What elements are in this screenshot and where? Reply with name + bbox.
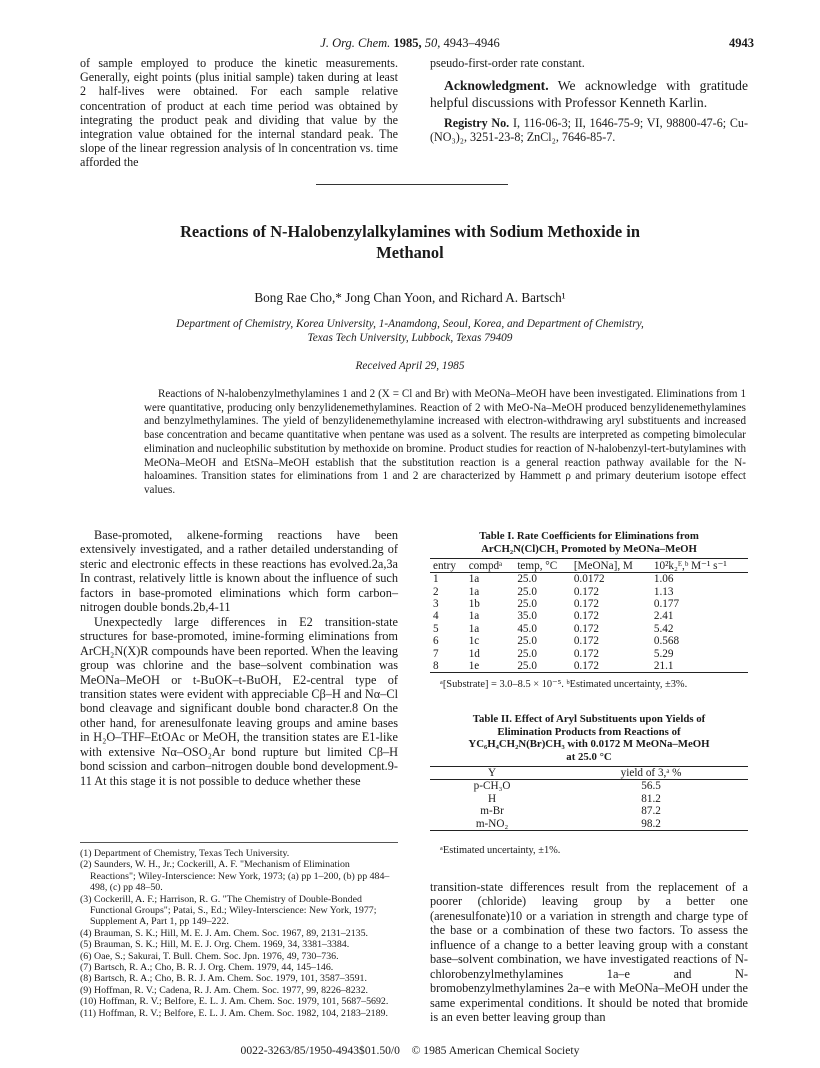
table1-header-cell: entry: [433, 559, 456, 572]
table2-cell: 87.2: [641, 805, 661, 818]
article-authors: Bong Rae Cho,* Jong Chan Yoon, and Richard A. Bartsch¹: [254, 290, 566, 305]
table1-cell: 25.0: [517, 635, 537, 648]
table1-cell: 25.0: [517, 660, 537, 673]
article-separator: [316, 184, 508, 185]
article-title: [90, 221, 730, 263]
table1-cell: 5.42: [653, 622, 674, 635]
table-2-grid: [430, 766, 748, 831]
footnote-item: (3) Cockerill, A. F.; Harrison, R. G. "The Chemistry of Double-Bonded Functional Groups"; Patai, S., Ed.; Wiley-Interscience: New York, 1977; Supplement A, Part 1, pp 149–222.: [80, 893, 377, 928]
footnote-item: (4) Brauman, S. K.; Hill, M. E. J. Am. Chem. Soc. 1967, 89, 2131–2135.: [80, 927, 369, 939]
table1-cell: 25.0: [517, 585, 537, 598]
table1-cell: 4: [433, 610, 439, 623]
footnote-rule: [80, 842, 398, 843]
table1-cell: 1b: [468, 598, 480, 610]
table1-cell: 5: [433, 622, 439, 635]
registry-numbers: [430, 116, 748, 144]
table2-cell: H: [488, 792, 497, 805]
table-2-caption-line-4: at 25.0 °C: [566, 750, 612, 763]
table2-cell: m-Br: [480, 805, 504, 818]
article-affiliation: [110, 318, 710, 346]
body-paragraph-2: Unexpectedly large differences in E2 transition-state structures for base-promoted, imine-forming eliminations from ArCH₂N(X)R compounds have been reported. When the leaving group was chlorine and the base–solvent combination was MeONa–MeOH or t-BuOK–t-BuOH, E2-central type of transition states were evident with appreciable Cβ–H and Nα–Cl bond cleavage and significant double bond character.8 On the other hand, for arenesulfonate leaving groups and amine bases in H₂O–THF–EtOAc or MeOH, the transition states are E1-like with extensive Nα–OSO₂Ar bond rupture but limited Cβ–H bond scission and carbon–nitrogen double bond development.9-11 At this stage it is not possible to deduce whether these: [80, 614, 398, 788]
table-1-caption-line-2: ArCH₂N(Cl)CH₃ Promoted by MeONa–MeOH: [481, 542, 697, 555]
table-row: [430, 586, 748, 598]
running-header: [0, 36, 820, 51]
table-2-footnote: ᵃEstimated uncertainty, ±1%.: [440, 845, 561, 856]
table1-cell: 2: [433, 585, 439, 598]
table2-cell: m-NO₂: [475, 817, 509, 830]
table2-header-cell: Y: [488, 767, 497, 780]
table1-cell: 25.0: [517, 598, 537, 610]
table-row: [430, 598, 748, 610]
received-date: Received April 29, 1985: [355, 360, 465, 372]
prev-article-right: [430, 56, 748, 144]
footnote-item: (6) Oae, S.; Sakurai, T. Bull. Chem. Soc. Jpn. 1976, 49, 730–736.: [80, 950, 339, 962]
table2-header-cell: yield of 3,ᵃ %: [620, 767, 682, 780]
table1-header-cell: 10²k₂ᴱ,ᵇ M⁻¹ s⁻¹: [653, 560, 727, 573]
footnotes: [80, 848, 398, 1019]
table1-cell: 0.172: [573, 635, 599, 648]
table1-cell: 21.1: [653, 660, 674, 673]
table-2-caption-line-3: YC₆H₄CH₂N(Br)CH₃ with 0.0172 M MeONa–MeOH: [468, 738, 710, 751]
page-footer: [0, 1044, 820, 1057]
journal-year: 1985,: [393, 36, 422, 50]
table-1-caption: [430, 530, 748, 555]
article-title-line-2: Methanol: [376, 243, 444, 262]
table1-cell: 6: [433, 635, 439, 648]
footnote-item: (1) Department of Chemistry, Texas Tech University.: [80, 848, 290, 859]
table-2-caption-line-1: Table II. Effect of Aryl Substituents upon Yields of: [472, 713, 706, 725]
body-left-column: [80, 528, 398, 788]
footer-copyright: © 1985 American Chemical Society: [411, 1044, 580, 1057]
footer-code: 0022-3263/85/1950-4943$01.50/0: [240, 1044, 400, 1057]
table1-cell: 0.172: [573, 622, 599, 635]
prev-article-left-text: of sample employed to produce the kinetic measurements. Generally, eight points (plus initial sample) taken during at least 2 half-lives were obtained. For each sample relative concentration of product at each time period was obtained by integrating the product peak and dividing that value by the integration value obtained for the internal standard peak. The slope of the linear regression analysis of ln concentration vs. time afforded the: [80, 56, 398, 170]
table1-header-cell: [MeONa], M: [573, 559, 633, 572]
acknowledgment-text: We acknowledge with gratitude helpful discussions with Professor Kenneth Karlin.: [430, 78, 748, 110]
table1-cell: 1.13: [653, 585, 674, 598]
table1-header-cell: temp, °C: [517, 559, 558, 572]
table-2: [430, 713, 748, 857]
table2-cell: 98.2: [641, 817, 661, 830]
footnote-item: (8) Bartsch, R. A.; Cho, B. R. J. Am. Chem. Soc. 1979, 101, 3587–3591.: [80, 973, 367, 985]
table-row: [430, 780, 748, 793]
table1-cell: 0.172: [573, 598, 599, 610]
table1-cell: 25.0: [517, 647, 537, 660]
table-row: [430, 793, 748, 805]
table1-cell: 7: [433, 647, 439, 660]
abstract: Reactions of N-halobenzylmethylamines 1 and 2 (X = Cl and Br) with MeONa–MeOH have been investigated. Eliminations from 1 were quantitative, producing only benzylidenemethylamines. Reaction of 2 with MeO-Na–MeOH produced benzylidenemethylamines and benzylmethylamines. The yield of benzylidenemethylamine increased with electron-withdrawing aryl substituents and increased base concentration and became quantitative when pentane was used as a solvent. The results are interpreted as competing bimolecular elimination and nucleophilic substitution by methoxide on bromine. Product studies for reaction of N-halobenzyl-tert-butylamines with MeONa–MeOH and EtSNa–MeOH establish that the substitution reaction is a general reaction pathway available for the N-haloamines. Transition states for eliminations from 1 and 2 are characterized by Hammett ρ and primary deuterium isotope effect values.: [144, 388, 746, 496]
table1-cell: 1a: [468, 622, 480, 635]
table-row: [430, 660, 748, 673]
table1-header-cell: compdᵃ: [468, 559, 503, 572]
table1-cell: 35.0: [517, 610, 537, 623]
footnote-item: (2) Saunders, W. H., Jr.; Cockerill, A. F. "Mechanism of Elimination Reactions"; Wiley-Interscience: New York, 1973; (a) pp 1–200, (b) pp 484–498, (c) pp 48–50.: [80, 859, 390, 894]
table1-cell: 0.0172: [573, 573, 605, 586]
table-row: [430, 648, 748, 660]
table1-cell: 8: [433, 660, 439, 673]
table1-cell: 1.06: [653, 573, 674, 586]
journal-volume: 50,: [424, 36, 441, 50]
table1-cell: 1c: [468, 635, 480, 648]
journal-pages: 4943–4946: [443, 36, 500, 50]
table-row: [430, 623, 748, 635]
registry-text: I, 116-06-3; II, 1646-75-9; VI, 98800-47-6; Cu-(NO₃)₂, 3251-23-8; ZnCl₂, 7646-85-7.: [430, 116, 748, 145]
table2-cell: 56.5: [641, 780, 661, 793]
table1-cell: 1e: [468, 660, 480, 673]
table1-cell: 2.41: [653, 610, 674, 623]
table1-cell: 0.172: [573, 647, 599, 660]
table1-cell: 1a: [468, 610, 480, 623]
table1-cell: 5.29: [653, 647, 674, 660]
table1-cell: 1d: [468, 647, 480, 660]
registry-title: Registry No.: [444, 116, 510, 131]
footnote-item: (9) Hoffman, R. V.; Cadena, R. J. Am. Chem. Soc. 1977, 99, 8226–8232.: [80, 984, 369, 996]
table1-cell: 1a: [468, 585, 480, 598]
table-row: [430, 573, 748, 586]
footnote-item: (7) Bartsch, R. A.; Cho, B. R. J. Org. Chem. 1979, 44, 145–146.: [80, 962, 334, 974]
page-number: 4943: [729, 36, 754, 50]
body-paragraph-1: Base-promoted, alkene-forming reactions have been extensively investigated, and a rather detailed understanding of steric and electronic effects in these reactions has evolved.2a,3a In contrast, relatively little is known about the influence of such factors in base-promoted eliminations which form carbon–nitrogen double bonds.2b,4-11: [80, 528, 398, 615]
acknowledgment-title: Acknowledgment.: [444, 78, 549, 94]
table1-cell: 3: [433, 598, 439, 610]
table1-cell: 0.568: [653, 635, 680, 648]
affiliation-line-1: Department of Chemistry, Korea University, 1-Anamdong, Seoul, Korea, and Department of Chemistry,: [176, 318, 644, 330]
acknowledgment: [430, 78, 748, 111]
table1-cell: 1: [433, 573, 439, 586]
table-row: [430, 805, 748, 817]
body-right-column: transition-state differences result from the replacement of a poorer (chloride) leaving group by a better one (arenesulfonate)10 or a variation in strength and charge type of the base or a combination of these two factors. To assess the influence of a change to a better leaving group with a constant base–solvent combination, we have investigated reactions of N-chlorobenzylmethylamines 1a–e and N-bromobenzylmethylamines 2a–e with MeONa–MeOH under the same experimental conditions. It should be noted that bromide is an even better leaving group than: [430, 880, 748, 1025]
table-1-grid: [430, 558, 748, 673]
journal-name: J. Org. Chem.: [320, 36, 391, 50]
table2-cell: p-CH₃O: [473, 780, 511, 793]
table1-cell: 0.172: [573, 610, 599, 623]
table1-cell: 0.172: [573, 585, 599, 598]
footnote-item: (5) Brauman, S. K.; Hill, M. E. J. Org. Chem. 1969, 34, 3381–3384.: [80, 939, 350, 951]
footnote-item: (10) Hoffman, R. V.; Belfore, E. L. J. Am. Chem. Soc. 1979, 101, 5687–5692.: [80, 996, 389, 1008]
table-1-footnote: ᵃ[Substrate] = 3.0–8.5 × 10⁻⁵. ᵇEstimated uncertainty, ±3%.: [440, 679, 688, 691]
table-row: [430, 635, 748, 647]
prev-article-right-start: pseudo-first-order rate constant.: [430, 56, 585, 70]
table-1-caption-line-1: Table I. Rate Coefficients for Eliminations from: [479, 530, 699, 542]
table-2-caption: [430, 713, 748, 763]
footnote-item: (11) Hoffman, R. V.; Belfore, E. L. J. Am. Chem. Soc. 1982, 104, 2183–2189.: [80, 1007, 388, 1019]
table2-cell: 81.2: [641, 792, 661, 805]
table1-cell: 1a: [468, 573, 480, 586]
article-title-line-1: Reactions of N-Halobenzylalkylamines with Sodium Methoxide in: [180, 222, 640, 241]
table1-cell: 45.0: [517, 622, 537, 635]
affiliation-line-2: Texas Tech University, Lubbock, Texas 79409: [307, 331, 513, 344]
table-2-caption-line-2: Elimination Products from Reactions of: [497, 725, 681, 738]
table1-cell: 0.172: [573, 660, 599, 673]
table-row: [430, 818, 748, 831]
table-row: [430, 610, 748, 622]
table-1: [430, 530, 748, 692]
table1-cell: 0.177: [653, 598, 680, 610]
table1-cell: 25.0: [517, 573, 537, 586]
